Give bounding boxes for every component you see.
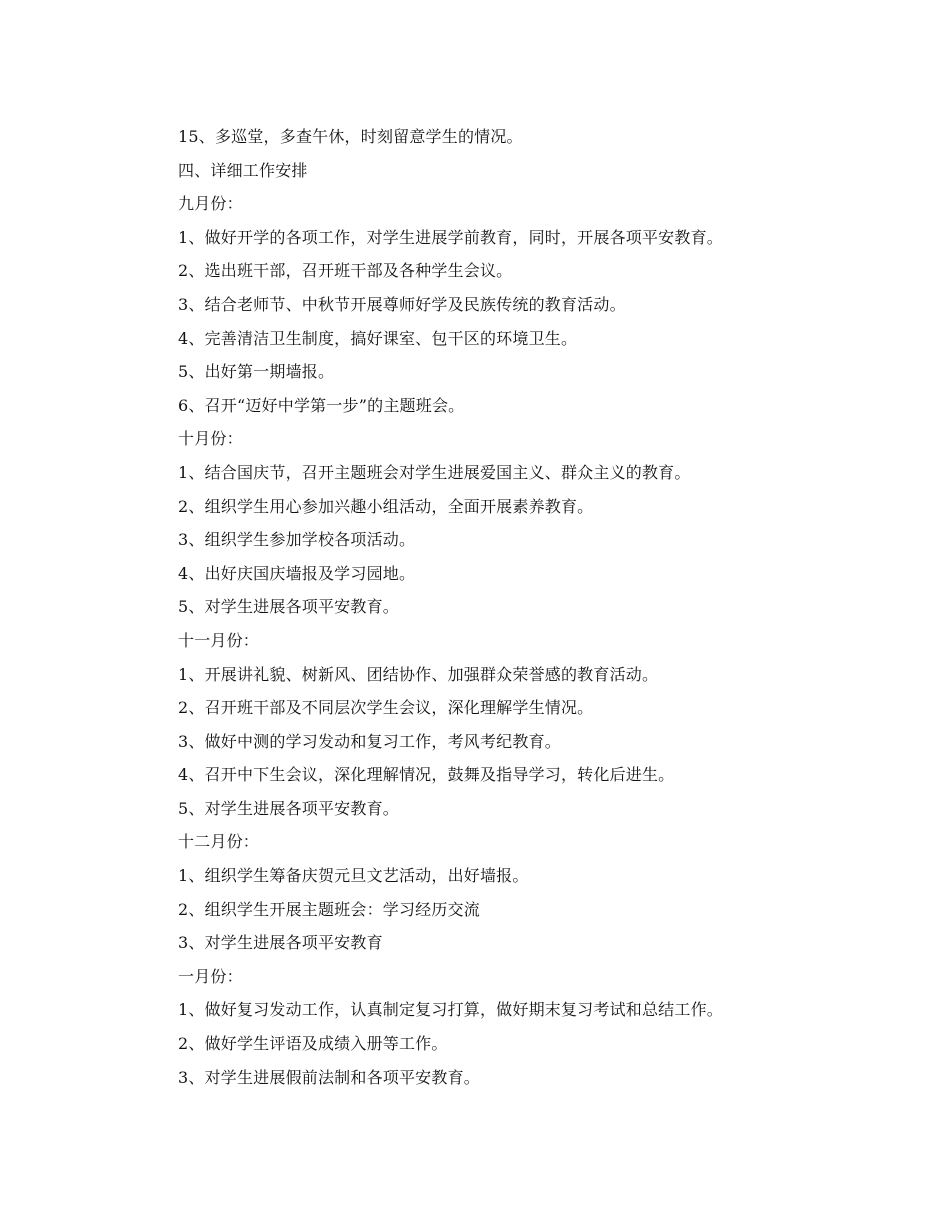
text-line: 3、对学生进展各项平安教育 (178, 933, 383, 953)
text-line: 4、完善清洁卫生制度，搞好课室、包干区的环境卫生。 (178, 328, 578, 348)
text-line: 2、组织学生用心参加兴趣小组活动，全面开展素养教育。 (178, 496, 594, 516)
section-heading: 四、详细工作安排 (178, 160, 308, 180)
month-heading: 十月份： (178, 429, 243, 449)
text-line: 5、出好第一期墙报。 (178, 362, 335, 382)
text-line: 4、召开中下生会议，深化理解情况，鼓舞及指导学习，转化后进生。 (178, 765, 675, 785)
text-line: 3、结合老师节、中秋节开展尊师好学及民族传统的教育活动。 (178, 294, 626, 314)
text-line: 3、做好中测的学习发动和复习工作，考风考纪教育。 (178, 731, 561, 751)
text-line: 1、做好复习发动工作，认真制定复习打算，做好期末复习考试和总结工作。 (178, 1000, 723, 1020)
month-heading: 九月份： (178, 194, 243, 214)
text-line: 1、做好开学的各项工作，对学生进展学前教育，同时，开展各项平安教育。 (178, 227, 723, 247)
document-body (178, 120, 878, 1094)
text-line: 1、组织学生筹备庆贺元旦文艺活动，出好墙报。 (178, 866, 529, 886)
text-line: 3、对学生进展假前法制和各项平安教育。 (178, 1067, 480, 1087)
text-line: 6、召开“迈好中学第一步”的主题班会。 (178, 395, 465, 415)
text-line: 1、开展讲礼貌、树新风、团结协作、加强群众荣誉感的教育活动。 (178, 664, 659, 684)
text-line: 2、做好学生评语及成绩入册等工作。 (178, 1034, 448, 1054)
month-heading: 十二月份： (178, 832, 260, 852)
text-line: 2、选出班干部，召开班干部及各种学生会议。 (178, 261, 513, 281)
text-line: 5、对学生进展各项平安教育。 (178, 597, 399, 617)
month-heading: 一月份： (178, 966, 243, 986)
month-heading: 十一月份： (178, 630, 260, 650)
text-line: 15、多巡堂，多查午休，时刻留意学生的情况。 (178, 127, 523, 146)
text-line: 1、结合国庆节，召开主题班会对学生进展爱国主义、群众主义的教育。 (178, 462, 691, 482)
text-line: 2、组织学生开展主题班会：学习经历交流 (178, 899, 480, 919)
text-line: 3、组织学生参加学校各项活动。 (178, 530, 416, 550)
text-line: 5、对学生进展各项平安教育。 (178, 798, 399, 818)
text-line: 4、出好庆国庆墙报及学习园地。 (178, 563, 416, 583)
text-line: 2、召开班干部及不同层次学生会议，深化理解学生情况。 (178, 698, 594, 718)
